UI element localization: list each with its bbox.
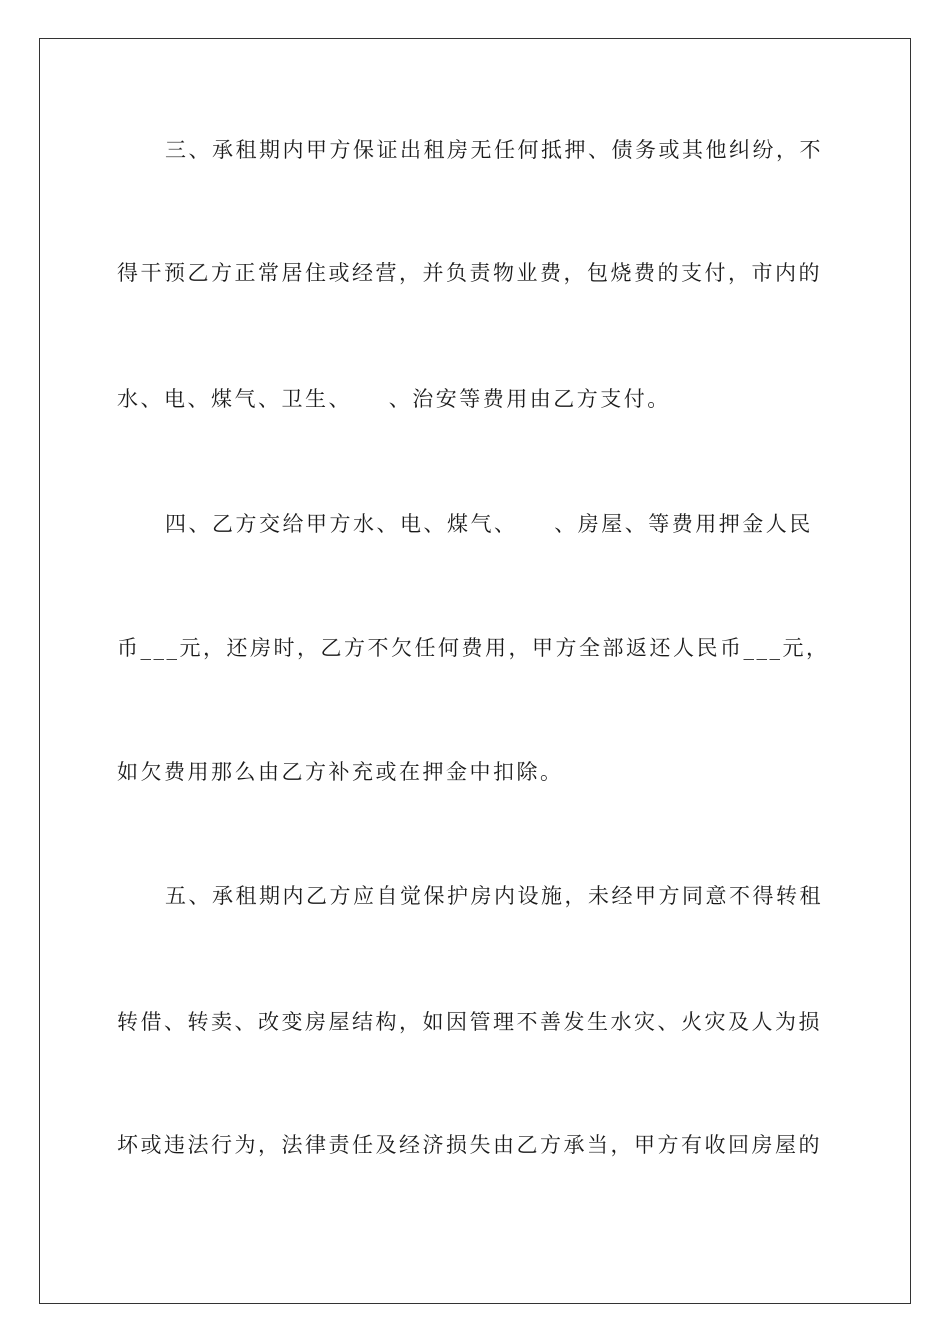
clause-5-line-3: 坏或违法行为，法律责任及经济损失由乙方承当，甲方有收回房屋的	[117, 1133, 822, 1157]
clause-3-line-1: 三、承租期内甲方保证出租房无任何抵押、债务或其他纠纷，不	[165, 138, 823, 162]
clause-3-line-3: 水、电、煤气、卫生、 、治安等费用由乙方支付。	[117, 387, 671, 411]
clause-5-line-1: 五、承租期内乙方应自觉保护房内设施，未经甲方同意不得转租	[165, 884, 823, 908]
clause-5-line-2: 转借、转卖、改变房屋结构，如因管理不善发生水灾、火灾及人为损	[117, 1010, 822, 1034]
clause-4-line-3: 如欠费用那么由乙方补充或在押金中扣除。	[117, 760, 564, 784]
clause-4-line-2: 币___元，还房时，乙方不欠任何费用，甲方全部返还人民币___元，	[117, 636, 830, 660]
page-frame	[39, 38, 911, 1304]
clause-3-line-2: 得干预乙方正常居住或经营，并负责物业费，包烧费的支付，市内的	[117, 261, 822, 285]
clause-4-line-1: 四、乙方交给甲方水、电、煤气、 、房屋、等费用押金人民	[165, 512, 813, 536]
